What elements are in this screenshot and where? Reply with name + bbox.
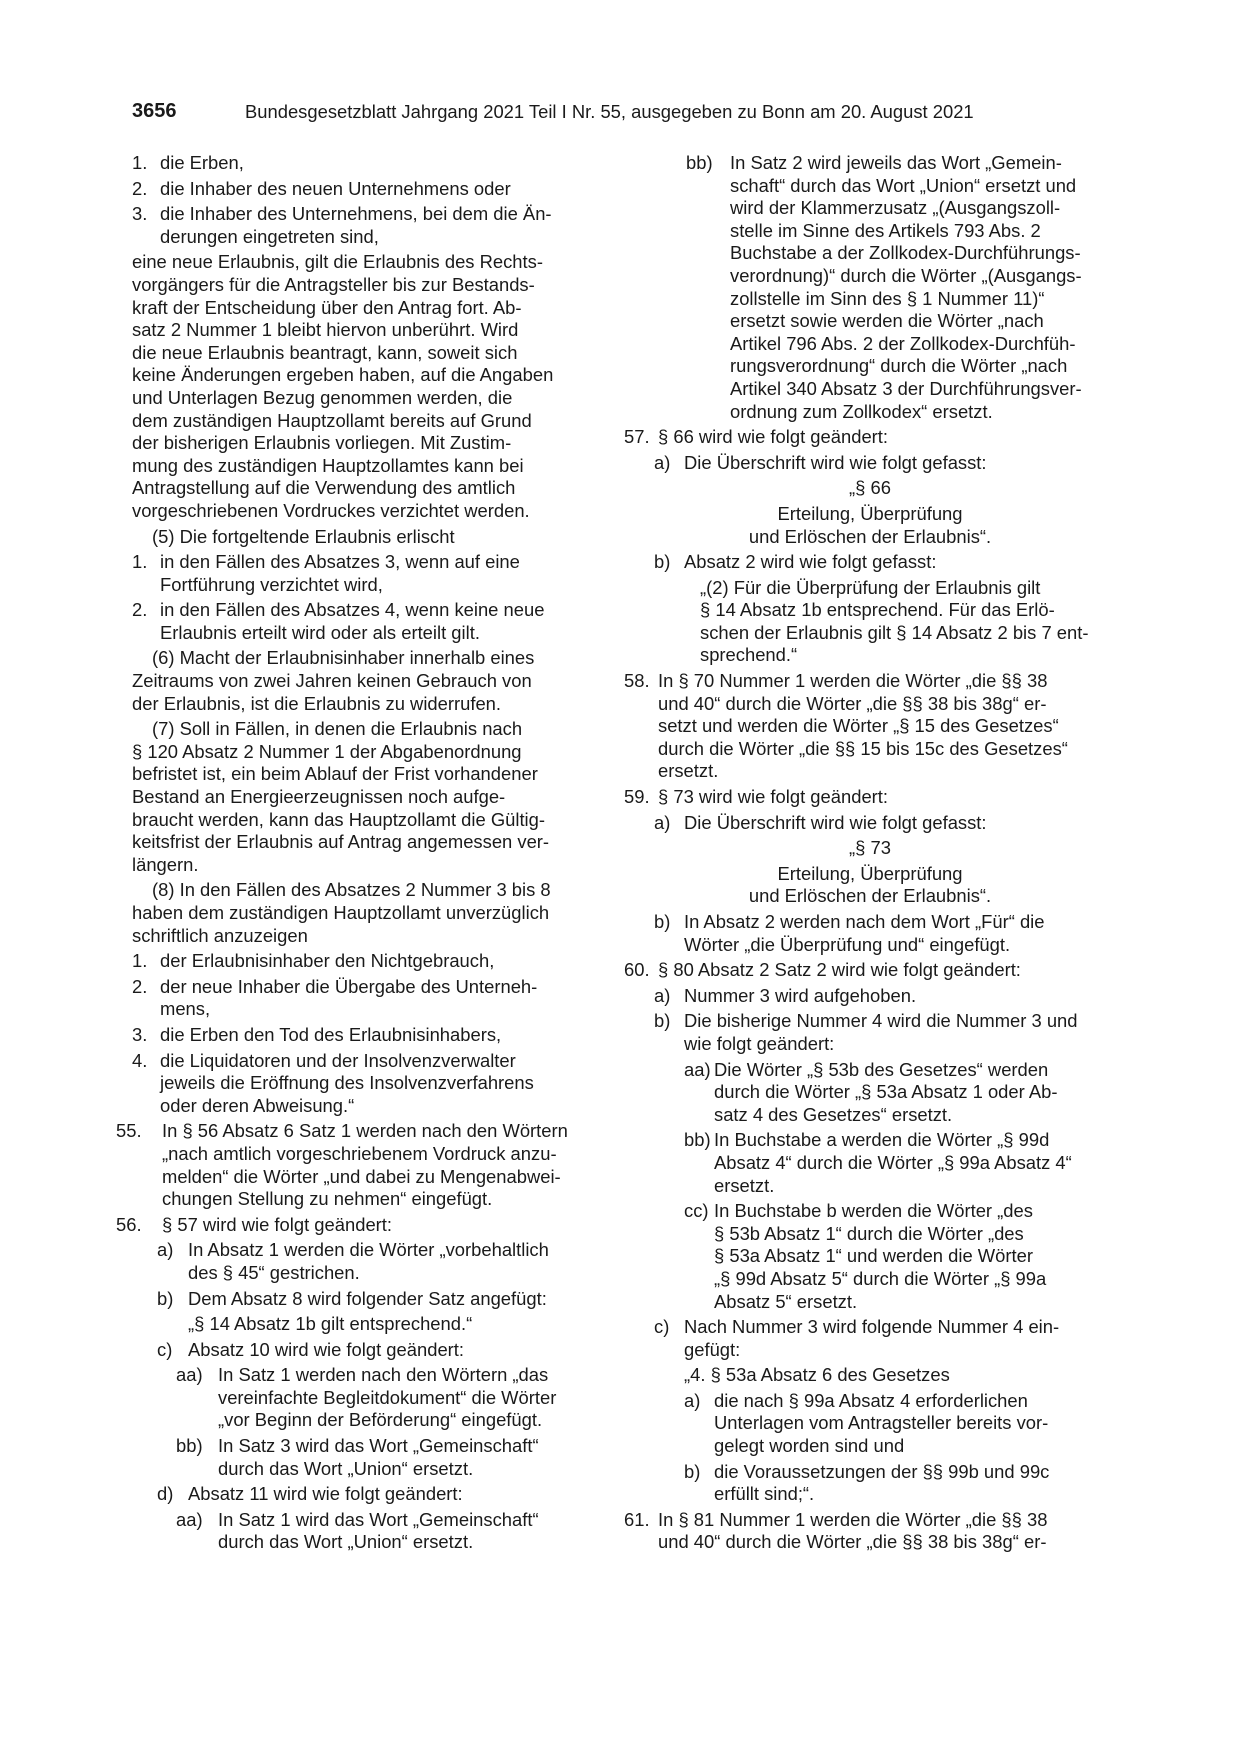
list-item	[630, 152, 1110, 423]
paragraph-text: die Erben den Tod des Erlaubnisinhabers,	[160, 1023, 502, 1045]
right-column	[624, 152, 1110, 1554]
list-marker: 56.	[116, 1213, 142, 1235]
list-item	[624, 1508, 1110, 1554]
paragraph-text: Absatz 11 wird wie folgt geändert:	[188, 1483, 463, 1505]
paragraph-text: In § 56 Absatz 6 Satz 1 werden nach den Wörtern „nach amtlich vorgeschriebenem Vordruck anzu- melden“ die Wörter „und dabei zu Mengenabwei- chungen Stellung zu nehmen“ eingefügt.	[162, 1120, 568, 1210]
paragraph	[132, 251, 604, 522]
paragraph	[630, 503, 1110, 548]
list-item	[624, 959, 1110, 982]
list-item	[630, 1461, 1110, 1506]
list-marker: b)	[654, 911, 671, 932]
paragraph	[630, 1364, 1110, 1387]
paragraph-text: die Inhaber des neuen Unternehmens oder	[160, 177, 511, 199]
paragraph-text: Die bisherige Nummer 4 wird die Nummer 3 und wie folgt geändert:	[684, 1010, 1078, 1054]
paragraph	[630, 863, 1110, 908]
paragraph-text: „§ 66	[849, 477, 891, 499]
paragraph	[630, 477, 1110, 500]
left-column	[116, 152, 604, 1554]
list-marker: cc)	[684, 1200, 709, 1222]
list-item	[132, 976, 604, 1021]
list-marker: a)	[157, 1239, 174, 1261]
list-item	[132, 1050, 604, 1118]
paragraph-text: Erteilung, Überprüfung und Erlöschen der Erlaubnis“.	[748, 502, 992, 547]
paragraph-text: die Liquidatoren und der Insolvenzverwalter jeweils die Eröffnung des Insolvenzverfahrens oder deren Abweisung.“	[160, 1049, 534, 1116]
list-marker: d)	[157, 1483, 174, 1505]
list-marker: b)	[654, 1010, 671, 1032]
list-item	[132, 1239, 604, 1284]
paragraph-text: der neue Inhaber die Übergabe des Unterneh- mens,	[160, 975, 538, 1020]
paragraph	[132, 647, 604, 715]
list-item	[624, 670, 1110, 783]
list-marker: 2.	[132, 177, 148, 199]
page-header	[132, 100, 1112, 128]
list-item	[132, 1024, 604, 1047]
paragraph-text: eine neue Erlaubnis, gilt die Erlaubnis des Rechts- vorgängers für die Antragsteller bis zur Bestands- kraft der Entscheidung über den Antrag fort. Ab- satz 2 Nummer 1 bleibt hiervon unberührt. Wird die neue Erlaubnis beantragt, kann, soweit sich keine Änderungen ergeben haben, auf die Angaben und Unterlagen Bezug genommen werden, die dem zuständigen Hauptzollamt bereits auf Grund der bisherigen Erlaubnis vorliegen. Mit Zustim- mung des zuständigen Hauptzollamtes kann bei Antragstellung auf die Verwendung des amtlich vorgeschriebenen Vordruckes verzichtet werden.	[132, 251, 554, 521]
list-marker: 3.	[132, 1023, 148, 1045]
paragraph	[132, 526, 604, 549]
list-marker: c)	[654, 1316, 670, 1338]
paragraph-text: In Absatz 1 werden die Wörter „vorbehaltlich des § 45“ gestrichen.	[188, 1239, 549, 1283]
paragraph-text: in den Fällen des Absatzes 3, wenn auf eine Fortführung verzichtet wird,	[160, 551, 520, 595]
list-item	[630, 911, 1110, 956]
paragraph-text: die nach § 99a Absatz 4 erforderlichen Unterlagen vom Antragsteller bereits vor- gelegt worden sind und	[714, 1389, 1049, 1457]
paragraph-text: § 66 wird wie folgt geändert:	[658, 426, 889, 448]
list-item	[132, 178, 604, 201]
paragraph-text: „(2) Für die Überprüfung der Erlaubnis gilt § 14 Absatz 1b entsprechend. Für das Erlö- schen der Erlaubnis gilt § 14 Absatz 2 bis 7 ent- sprechend.“	[700, 576, 1089, 666]
list-marker: 58.	[624, 670, 650, 692]
paragraph-text: Nach Nummer 3 wird folgende Nummer 4 ein- gefügt:	[684, 1316, 1060, 1360]
list-marker: 1.	[132, 152, 148, 173]
list-marker: a)	[654, 811, 671, 833]
list-item	[132, 599, 604, 644]
paragraph-text: die Erben,	[160, 152, 244, 173]
paragraph-text: Die Wörter „§ 53b des Gesetzes“ werden durch die Wörter „§ 53a Absatz 1 oder Ab- satz 4 des Gesetzes“ ersetzt.	[714, 1058, 1058, 1125]
list-marker: 2.	[132, 975, 148, 997]
list-marker: bb)	[176, 1435, 203, 1457]
list-item	[132, 1483, 604, 1506]
list-item	[132, 1339, 604, 1362]
list-marker: 1.	[132, 551, 148, 573]
paragraph-text: „§ 73	[849, 837, 891, 859]
paragraph	[630, 837, 1110, 860]
paragraph-text: Absatz 10 wird wie folgt geändert:	[188, 1338, 465, 1360]
paragraph-text: In Satz 1 wird das Wort „Gemeinschaft“ durch das Wort „Union“ ersetzt.	[218, 1508, 539, 1553]
list-marker: a)	[684, 1389, 701, 1411]
paragraph-text: die Voraussetzungen der §§ 99b und 99c erfüllt sind;“.	[714, 1460, 1050, 1505]
list-item	[630, 551, 1110, 574]
paragraph	[132, 879, 604, 947]
paragraph-text: Erteilung, Überprüfung und Erlöschen der Erlaubnis“.	[748, 862, 992, 907]
paragraph	[630, 577, 1110, 667]
list-item	[630, 1129, 1110, 1197]
list-item	[132, 1509, 604, 1554]
list-marker: aa)	[176, 1508, 203, 1530]
paragraph	[132, 718, 604, 876]
list-item	[132, 551, 604, 596]
list-item	[630, 1390, 1110, 1458]
list-marker: 59.	[624, 786, 650, 808]
list-marker: b)	[654, 551, 671, 573]
list-item	[132, 152, 604, 175]
list-marker: bb)	[686, 152, 713, 173]
list-marker: b)	[684, 1460, 701, 1482]
list-marker: 2.	[132, 599, 148, 621]
list-marker: aa)	[684, 1058, 711, 1080]
paragraph-text: In Satz 1 werden nach den Wörtern „das vereinfachte Begleitdokument“ die Wörter „vor Beginn der Beförderung“ eingefügt.	[218, 1364, 557, 1431]
list-item	[132, 1435, 604, 1480]
paragraph-text: In Buchstabe b werden die Wörter „des § 53b Absatz 1“ durch die Wörter „des § 53a Absatz 1“ und werden die Wörter „§ 99d Absatz 5“ durch die Wörter „§ 99a Absatz 5“ ersetzt.	[714, 1200, 1047, 1312]
list-marker: 1.	[132, 950, 148, 972]
paragraph-text: die Inhaber des Unternehmens, bei dem die Än- derungen eingetreten sind,	[160, 203, 552, 247]
list-item	[132, 950, 604, 973]
list-marker: 61.	[624, 1508, 650, 1530]
paragraph-text: Dem Absatz 8 wird folgender Satz angefügt:	[188, 1287, 547, 1309]
list-item	[630, 812, 1110, 835]
list-marker: 55.	[116, 1120, 142, 1142]
paragraph-text: In Satz 2 wird jeweils das Wort „Gemein- schaft“ durch das Wort „Union“ ersetzt und wird der Klammerzusatz „(Ausgangszoll- stelle im Sinne des Artikels 793 Abs. 2 Buchstabe a der Zollkodex-Durchführungs- verordnung)“ durch die Wörter „(Ausgangs- zollstelle im Sinn des § 1 Nummer 11)“ ersetzt sowie werden die Wörter „nach Artikel 796 Abs. 2 der Zollkodex-Durchfüh- rungsverordnung“ durch die Wörter „nach Artikel 340 Absatz 3 der Durchführungsver- ordnung zum Zollkodex“ ersetzt.	[730, 152, 1082, 422]
paragraph-text: In Satz 3 wird das Wort „Gemeinschaft“ durch das Wort „Union“ ersetzt.	[218, 1435, 539, 1479]
paragraph-text: (6) Macht der Erlaubnisinhaber innerhalb eines Zeitraums von zwei Jahren keinen Gebrauch von der Erlaubnis, ist die Erlaubnis zu widerrufen.	[132, 647, 535, 714]
paragraph-text: (5) Die fortgeltende Erlaubnis erlischt	[152, 525, 455, 547]
list-item	[132, 203, 604, 248]
paragraph-text: „4. § 53a Absatz 6 des Gesetzes	[684, 1364, 950, 1386]
paragraph-text: In Buchstabe a werden die Wörter „§ 99d Absatz 4“ durch die Wörter „§ 99a Absatz 4“ ersetzt.	[714, 1129, 1072, 1196]
list-item	[132, 1288, 604, 1311]
paragraph-text: § 73 wird wie folgt geändert:	[658, 786, 889, 808]
paragraph-text: Nummer 3 wird aufgehoben.	[684, 984, 917, 1006]
list-marker: a)	[654, 451, 671, 473]
list-item	[630, 985, 1110, 1008]
list-item	[630, 1316, 1110, 1361]
paragraph-text: In § 81 Nummer 1 werden die Wörter „die §§ 38 und 40“ durch die Wörter „die §§ 38 bis 38g“ er-	[658, 1508, 1048, 1553]
list-item	[116, 1120, 604, 1210]
list-marker: 57.	[624, 426, 650, 448]
paragraph-text: § 57 wird wie folgt geändert:	[162, 1213, 393, 1235]
list-marker: a)	[654, 984, 671, 1006]
list-marker: 4.	[132, 1049, 148, 1071]
list-item	[630, 1010, 1110, 1055]
list-marker: b)	[157, 1287, 174, 1309]
list-marker: 60.	[624, 959, 650, 981]
paragraph	[132, 1313, 604, 1336]
list-item	[630, 1059, 1110, 1127]
list-item	[116, 1213, 604, 1237]
paragraph-text: in den Fällen des Absatzes 4, wenn keine neue Erlaubnis erteilt wird oder als erteilt gilt.	[160, 599, 545, 643]
paragraph-text: Die Überschrift wird wie folgt gefasst:	[684, 451, 987, 473]
paragraph-text: „§ 14 Absatz 1b gilt entsprechend.“	[188, 1313, 473, 1335]
list-marker: bb)	[684, 1129, 711, 1151]
header-title: Bundesgesetzblatt Jahrgang 2021 Teil I Nr. 55, ausgegeben zu Bonn am 20. August 2021	[245, 101, 974, 122]
paragraph-text: In § 70 Nummer 1 werden die Wörter „die §§ 38 und 40“ durch die Wörter „die §§ 38 bis 38g“ er- setzt und werden die Wörter „§ 15 des Gesetzes“ durch die Wörter „die §§ 15 bis 15c des Gesetzes“ ersetzt.	[658, 670, 1068, 782]
list-marker: c)	[157, 1338, 173, 1360]
list-item	[630, 1200, 1110, 1313]
paragraph-text: Die Überschrift wird wie folgt gefasst:	[684, 811, 987, 833]
paragraph-text: Absatz 2 wird wie folgt gefasst:	[684, 551, 937, 573]
paragraph-text: der Erlaubnisinhaber den Nichtgebrauch,	[160, 950, 495, 972]
paragraph-text: (8) In den Fällen des Absatzes 2 Nummer 3 bis 8 haben dem zuständigen Hauptzollamt unverzüglich schriftlich anzuzeigen	[132, 879, 551, 946]
paragraph-text: § 80 Absatz 2 Satz 2 wird wie folgt geändert:	[658, 959, 1021, 981]
list-item	[624, 426, 1110, 449]
list-item	[630, 452, 1110, 475]
list-marker: aa)	[176, 1364, 203, 1386]
paragraph-text: (7) Soll in Fällen, in denen die Erlaubnis nach § 120 Absatz 2 Nummer 1 der Abgabenordnung befristet ist, ein beim Ablauf der Frist vorhandener Bestand an Energieerzeugnissen noch aufge- braucht werden, kann das Hauptzollamt die Gültig- keitsfrist der Erlaubnis auf Antrag angemessen ver- längern.	[132, 718, 550, 875]
paragraph-text: In Absatz 2 werden nach dem Wort „Für“ die Wörter „die Überprüfung und“ eingefügt.	[684, 911, 1045, 955]
list-marker: 3.	[132, 203, 148, 225]
page-number: 3656	[132, 100, 177, 122]
list-item	[624, 786, 1110, 809]
list-item	[132, 1364, 604, 1432]
